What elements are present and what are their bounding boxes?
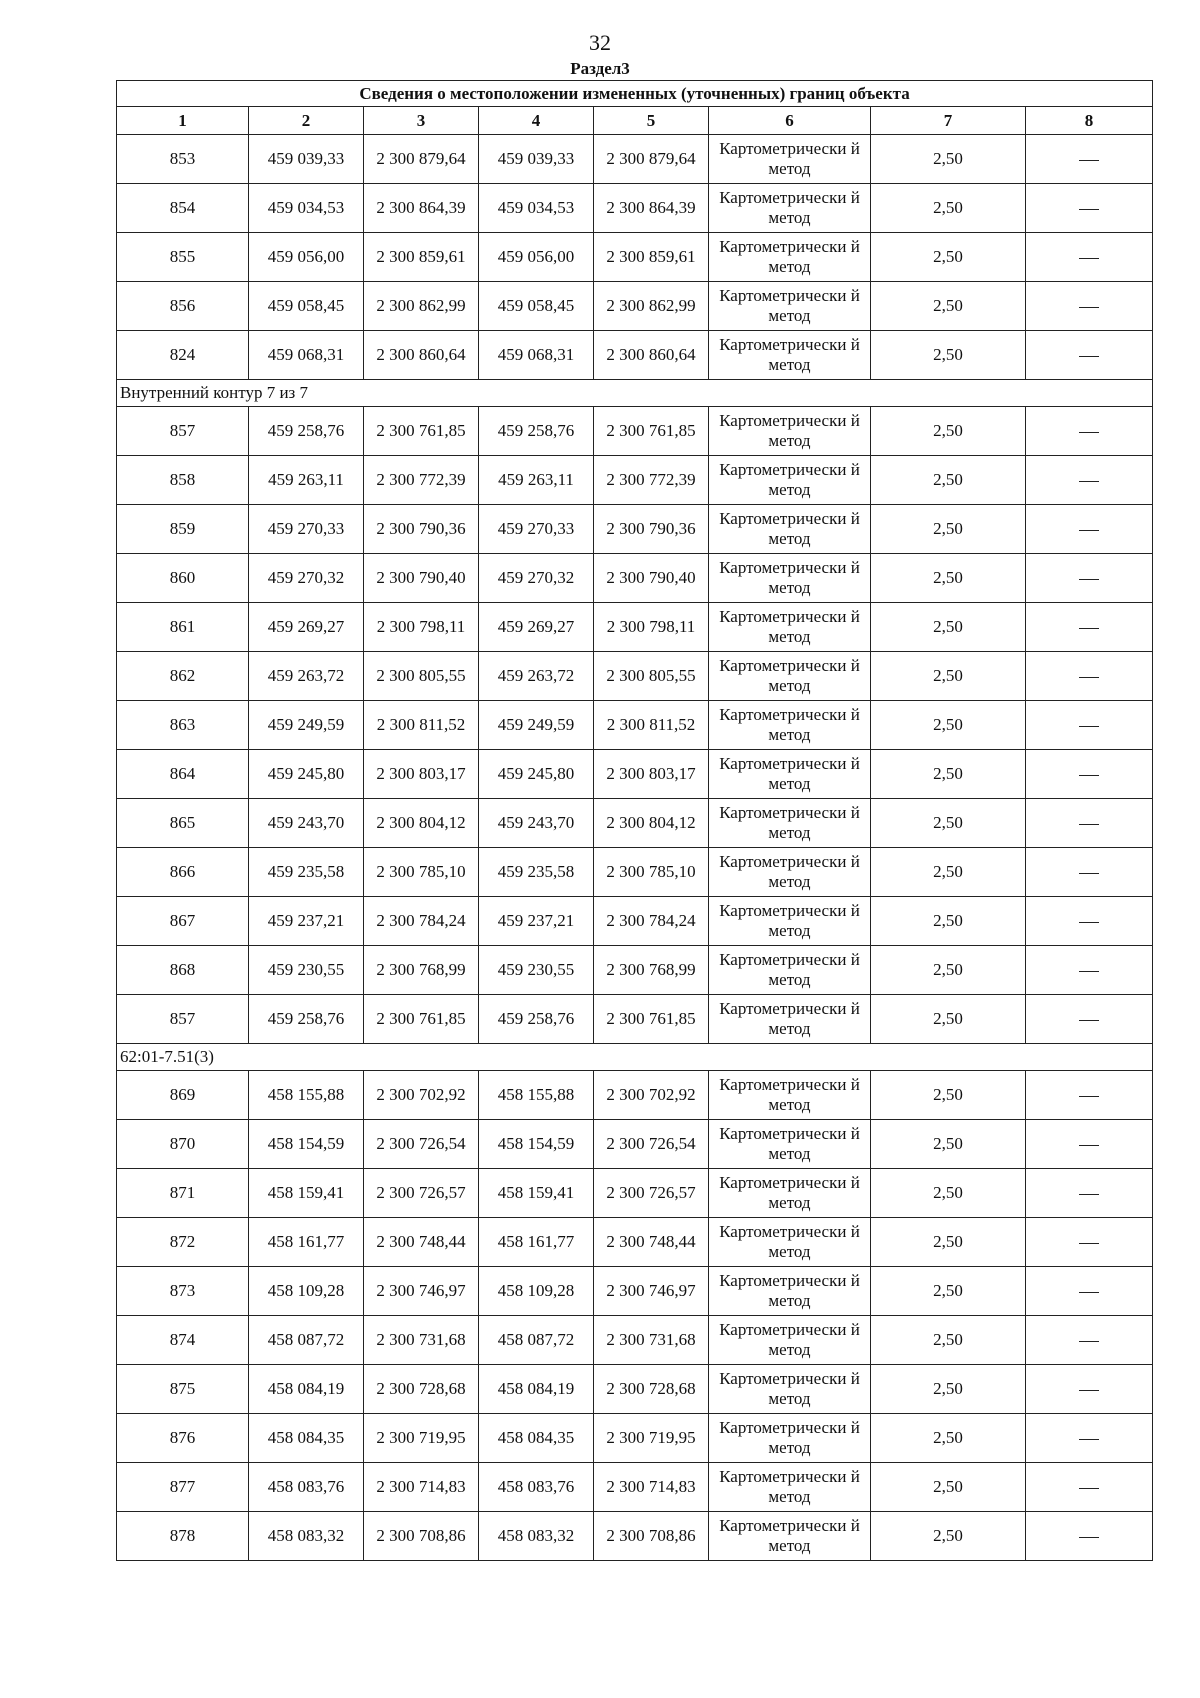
x-new-cell: 459 258,76 [479,995,594,1044]
method-cell: Картометрически й метод [709,652,871,701]
accuracy-cell: 2,50 [871,1463,1026,1512]
dash-mark [1079,824,1099,825]
table-row [117,701,1153,750]
method-cell: Картометрически й метод [709,701,871,750]
method-cell: Картометрически й метод [709,1316,871,1365]
accuracy-cell: 2,50 [871,233,1026,282]
point-number-cell: 856 [117,282,249,331]
accuracy-cell: 2,50 [871,799,1026,848]
group-header-row [117,1044,1153,1071]
dash-mark [1079,579,1099,580]
x-old-cell: 458 155,88 [249,1071,364,1120]
y-new-cell: 2 300 864,39 [594,184,709,233]
y-new-cell: 2 300 731,68 [594,1316,709,1365]
x-new-cell: 458 084,19 [479,1365,594,1414]
method-cell: Картометрически й метод [709,1120,871,1169]
y-new-cell: 2 300 859,61 [594,233,709,282]
x-old-cell: 458 109,28 [249,1267,364,1316]
y-old-cell: 2 300 862,99 [364,282,479,331]
dash-mark [1079,209,1099,210]
point-number-cell: 873 [117,1267,249,1316]
y-new-cell: 2 300 708,86 [594,1512,709,1561]
accuracy-cell: 2,50 [871,135,1026,184]
y-new-cell: 2 300 798,11 [594,603,709,652]
point-number-cell: 858 [117,456,249,505]
point-number-cell: 877 [117,1463,249,1512]
accuracy-cell: 2,50 [871,603,1026,652]
x-new-cell: 459 258,76 [479,407,594,456]
y-old-cell: 2 300 768,99 [364,946,479,995]
y-new-cell: 2 300 862,99 [594,282,709,331]
x-old-cell: 459 258,76 [249,407,364,456]
x-old-cell: 458 087,72 [249,1316,364,1365]
dash-mark [1079,307,1099,308]
column-number: 1 [117,107,249,135]
accuracy-cell: 2,50 [871,407,1026,456]
method-cell: Картометрически й метод [709,135,871,184]
x-old-cell: 459 269,27 [249,603,364,652]
x-old-cell: 459 237,21 [249,897,364,946]
x-old-cell: 458 161,77 [249,1218,364,1267]
method-cell: Картометрически й метод [709,1267,871,1316]
accuracy-cell: 2,50 [871,1512,1026,1561]
table-row [117,1512,1153,1561]
method-cell: Картометрически й метод [709,456,871,505]
y-new-cell: 2 300 761,85 [594,407,709,456]
point-number-cell: 865 [117,799,249,848]
table-row [117,799,1153,848]
table-row [117,554,1153,603]
x-new-cell: 459 237,21 [479,897,594,946]
x-new-cell: 458 155,88 [479,1071,594,1120]
accuracy-cell: 2,50 [871,897,1026,946]
y-new-cell: 2 300 768,99 [594,946,709,995]
x-old-cell: 459 263,72 [249,652,364,701]
x-new-cell: 459 230,55 [479,946,594,995]
point-number-cell: 871 [117,1169,249,1218]
point-number-cell: 857 [117,995,249,1044]
description-cell [1026,701,1153,750]
x-old-cell: 459 270,33 [249,505,364,554]
x-old-cell: 458 159,41 [249,1169,364,1218]
dash-mark [1079,1145,1099,1146]
point-number-cell: 876 [117,1414,249,1463]
y-old-cell: 2 300 726,54 [364,1120,479,1169]
point-number-cell: 867 [117,897,249,946]
x-new-cell: 459 068,31 [479,331,594,380]
x-old-cell: 458 084,35 [249,1414,364,1463]
y-new-cell: 2 300 748,44 [594,1218,709,1267]
accuracy-cell: 2,50 [871,1071,1026,1120]
dash-mark [1079,971,1099,972]
table-row [117,1316,1153,1365]
method-cell: Картометрически й метод [709,407,871,456]
y-new-cell: 2 300 726,57 [594,1169,709,1218]
method-cell: Картометрически й метод [709,1463,871,1512]
x-new-cell: 458 083,32 [479,1512,594,1561]
dash-mark [1079,1096,1099,1097]
y-new-cell: 2 300 811,52 [594,701,709,750]
accuracy-cell: 2,50 [871,1316,1026,1365]
dash-mark [1079,1194,1099,1195]
column-number: 4 [479,107,594,135]
description-cell [1026,603,1153,652]
table-row [117,995,1153,1044]
table-row [117,1267,1153,1316]
y-new-cell: 2 300 784,24 [594,897,709,946]
x-old-cell: 458 084,19 [249,1365,364,1414]
y-old-cell: 2 300 790,36 [364,505,479,554]
column-number-row [117,107,1153,135]
y-old-cell: 2 300 879,64 [364,135,479,184]
point-number-cell: 862 [117,652,249,701]
x-old-cell: 459 230,55 [249,946,364,995]
y-old-cell: 2 300 761,85 [364,407,479,456]
x-old-cell: 459 243,70 [249,799,364,848]
dash-mark [1079,873,1099,874]
x-new-cell: 458 109,28 [479,1267,594,1316]
y-old-cell: 2 300 748,44 [364,1218,479,1267]
point-number-cell: 855 [117,233,249,282]
point-number-cell: 872 [117,1218,249,1267]
y-old-cell: 2 300 726,57 [364,1169,479,1218]
description-cell [1026,1267,1153,1316]
point-number-cell: 853 [117,135,249,184]
table-row [117,848,1153,897]
x-old-cell: 458 083,76 [249,1463,364,1512]
y-new-cell: 2 300 761,85 [594,995,709,1044]
dash-mark [1079,1439,1099,1440]
column-number: 8 [1026,107,1153,135]
dash-mark [1079,1243,1099,1244]
method-cell: Картометрически й метод [709,1071,871,1120]
accuracy-cell: 2,50 [871,652,1026,701]
description-cell [1026,1120,1153,1169]
description-cell [1026,946,1153,995]
column-number: 3 [364,107,479,135]
dash-mark [1079,775,1099,776]
dash-mark [1079,160,1099,161]
point-number-cell: 859 [117,505,249,554]
table-row [117,1169,1153,1218]
description-cell [1026,407,1153,456]
table-row [117,897,1153,946]
accuracy-cell: 2,50 [871,1120,1026,1169]
dash-mark [1079,1488,1099,1489]
table-row [117,456,1153,505]
description-cell [1026,1169,1153,1218]
table-row [117,184,1153,233]
dash-mark [1079,628,1099,629]
table-row [117,135,1153,184]
method-cell: Картометрически й метод [709,848,871,897]
x-old-cell: 458 083,32 [249,1512,364,1561]
column-number: 6 [709,107,871,135]
description-cell [1026,1414,1153,1463]
y-new-cell: 2 300 790,36 [594,505,709,554]
x-new-cell: 458 154,59 [479,1120,594,1169]
description-cell [1026,848,1153,897]
x-new-cell: 459 245,80 [479,750,594,799]
accuracy-cell: 2,50 [871,1267,1026,1316]
table-row [117,505,1153,554]
method-cell: Картометрически й метод [709,946,871,995]
description-cell [1026,799,1153,848]
page-number: 32 [589,30,611,55]
x-old-cell: 459 245,80 [249,750,364,799]
x-old-cell: 459 058,45 [249,282,364,331]
table-row [117,233,1153,282]
method-cell: Картометрически й метод [709,603,871,652]
x-new-cell: 459 243,70 [479,799,594,848]
column-number: 2 [249,107,364,135]
y-new-cell: 2 300 804,12 [594,799,709,848]
accuracy-cell: 2,50 [871,184,1026,233]
accuracy-cell: 2,50 [871,1414,1026,1463]
description-cell [1026,135,1153,184]
description-cell [1026,184,1153,233]
dash-mark [1079,432,1099,433]
accuracy-cell: 2,50 [871,848,1026,897]
boundary-coordinates-table [116,80,1153,1561]
method-cell: Картометрически й метод [709,554,871,603]
description-cell [1026,995,1153,1044]
table-row [117,652,1153,701]
x-new-cell: 459 270,32 [479,554,594,603]
dash-mark [1079,481,1099,482]
y-new-cell: 2 300 805,55 [594,652,709,701]
accuracy-cell: 2,50 [871,456,1026,505]
x-new-cell: 458 083,76 [479,1463,594,1512]
x-old-cell: 459 034,53 [249,184,364,233]
y-old-cell: 2 300 746,97 [364,1267,479,1316]
y-old-cell: 2 300 761,85 [364,995,479,1044]
point-number-cell: 869 [117,1071,249,1120]
description-cell [1026,1512,1153,1561]
group-label: Внутренний контур 7 из 7 [117,380,1153,407]
point-number-cell: 864 [117,750,249,799]
method-cell: Картометрически й метод [709,331,871,380]
accuracy-cell: 2,50 [871,1365,1026,1414]
y-old-cell: 2 300 719,95 [364,1414,479,1463]
accuracy-cell: 2,50 [871,946,1026,995]
description-cell [1026,1365,1153,1414]
method-cell: Картометрически й метод [709,1169,871,1218]
dash-mark [1079,356,1099,357]
y-new-cell: 2 300 719,95 [594,1414,709,1463]
x-new-cell: 459 058,45 [479,282,594,331]
y-new-cell: 2 300 714,83 [594,1463,709,1512]
y-old-cell: 2 300 702,92 [364,1071,479,1120]
point-number-cell: 857 [117,407,249,456]
point-number-cell: 875 [117,1365,249,1414]
x-new-cell: 459 249,59 [479,701,594,750]
y-old-cell: 2 300 731,68 [364,1316,479,1365]
description-cell [1026,1218,1153,1267]
table-row [117,331,1153,380]
y-new-cell: 2 300 702,92 [594,1071,709,1120]
y-old-cell: 2 300 714,83 [364,1463,479,1512]
group-header-row [117,380,1153,407]
x-new-cell: 458 084,35 [479,1414,594,1463]
point-number-cell: 878 [117,1512,249,1561]
accuracy-cell: 2,50 [871,554,1026,603]
x-new-cell: 459 039,33 [479,135,594,184]
point-number-cell: 824 [117,331,249,380]
table-row [117,1071,1153,1120]
y-new-cell: 2 300 726,54 [594,1120,709,1169]
method-cell: Картометрически й метод [709,184,871,233]
y-new-cell: 2 300 746,97 [594,1267,709,1316]
table-row [117,1120,1153,1169]
point-number-cell: 870 [117,1120,249,1169]
y-new-cell: 2 300 785,10 [594,848,709,897]
x-new-cell: 459 034,53 [479,184,594,233]
y-old-cell: 2 300 811,52 [364,701,479,750]
y-old-cell: 2 300 790,40 [364,554,479,603]
x-new-cell: 458 159,41 [479,1169,594,1218]
point-number-cell: 863 [117,701,249,750]
accuracy-cell: 2,50 [871,1218,1026,1267]
x-old-cell: 459 039,33 [249,135,364,184]
method-cell: Картометрически й метод [709,995,871,1044]
y-old-cell: 2 300 803,17 [364,750,479,799]
dash-mark [1079,530,1099,531]
description-cell [1026,1316,1153,1365]
point-number-cell: 874 [117,1316,249,1365]
x-new-cell: 459 235,58 [479,848,594,897]
accuracy-cell: 2,50 [871,1169,1026,1218]
dash-mark [1079,258,1099,259]
table-row [117,407,1153,456]
method-cell: Картометрически й метод [709,233,871,282]
description-cell [1026,456,1153,505]
description-cell [1026,233,1153,282]
table-row [117,946,1153,995]
table-row [117,1463,1153,1512]
accuracy-cell: 2,50 [871,995,1026,1044]
method-cell: Картометрически й метод [709,505,871,554]
x-new-cell: 458 161,77 [479,1218,594,1267]
y-old-cell: 2 300 728,68 [364,1365,479,1414]
method-cell: Картометрически й метод [709,1218,871,1267]
dash-mark [1079,1537,1099,1538]
x-new-cell: 459 263,72 [479,652,594,701]
accuracy-cell: 2,50 [871,505,1026,554]
y-old-cell: 2 300 804,12 [364,799,479,848]
table-row [117,603,1153,652]
dash-mark [1079,1292,1099,1293]
y-new-cell: 2 300 772,39 [594,456,709,505]
method-cell: Картометрически й метод [709,1365,871,1414]
table-row [117,1365,1153,1414]
y-new-cell: 2 300 790,40 [594,554,709,603]
description-cell [1026,652,1153,701]
description-cell [1026,331,1153,380]
column-number: 7 [871,107,1026,135]
method-cell: Картометрически й метод [709,750,871,799]
y-new-cell: 2 300 803,17 [594,750,709,799]
point-number-cell: 854 [117,184,249,233]
x-new-cell: 459 056,00 [479,233,594,282]
x-old-cell: 459 263,11 [249,456,364,505]
method-cell: Картометрически й метод [709,282,871,331]
dash-mark [1079,1341,1099,1342]
x-old-cell: 459 235,58 [249,848,364,897]
x-old-cell: 459 249,59 [249,701,364,750]
y-old-cell: 2 300 864,39 [364,184,479,233]
table-row [117,1414,1153,1463]
y-new-cell: 2 300 879,64 [594,135,709,184]
description-cell [1026,897,1153,946]
x-new-cell: 458 087,72 [479,1316,594,1365]
description-cell [1026,1463,1153,1512]
method-cell: Картометрически й метод [709,1512,871,1561]
dash-mark [1079,677,1099,678]
method-cell: Картометрически й метод [709,897,871,946]
x-old-cell: 459 056,00 [249,233,364,282]
description-cell [1026,750,1153,799]
table-row [117,750,1153,799]
point-number-cell: 860 [117,554,249,603]
table-row [117,1218,1153,1267]
point-number-cell: 866 [117,848,249,897]
point-number-cell: 861 [117,603,249,652]
y-old-cell: 2 300 708,86 [364,1512,479,1561]
x-old-cell: 458 154,59 [249,1120,364,1169]
accuracy-cell: 2,50 [871,750,1026,799]
table-row [117,282,1153,331]
x-old-cell: 459 270,32 [249,554,364,603]
description-cell [1026,505,1153,554]
x-old-cell: 459 068,31 [249,331,364,380]
x-old-cell: 459 258,76 [249,995,364,1044]
dash-mark [1079,1020,1099,1021]
column-number: 5 [594,107,709,135]
accuracy-cell: 2,50 [871,331,1026,380]
y-old-cell: 2 300 798,11 [364,603,479,652]
table-caption-row [117,81,1153,107]
accuracy-cell: 2,50 [871,282,1026,331]
x-new-cell: 459 263,11 [479,456,594,505]
x-new-cell: 459 270,33 [479,505,594,554]
y-old-cell: 2 300 785,10 [364,848,479,897]
description-cell [1026,1071,1153,1120]
dash-mark [1079,922,1099,923]
y-old-cell: 2 300 772,39 [364,456,479,505]
dash-mark [1079,726,1099,727]
y-old-cell: 2 300 859,61 [364,233,479,282]
description-cell [1026,554,1153,603]
method-cell: Картометрически й метод [709,1414,871,1463]
dash-mark [1079,1390,1099,1391]
method-cell: Картометрически й метод [709,799,871,848]
y-old-cell: 2 300 784,24 [364,897,479,946]
group-label: 62:01-7.51(3) [117,1044,1153,1071]
y-old-cell: 2 300 805,55 [364,652,479,701]
y-new-cell: 2 300 860,64 [594,331,709,380]
y-new-cell: 2 300 728,68 [594,1365,709,1414]
table-caption: Сведения о местоположении измененных (уточненных) границ объекта [117,81,1153,107]
section-title: Раздел3 [570,59,630,78]
x-new-cell: 459 269,27 [479,603,594,652]
accuracy-cell: 2,50 [871,701,1026,750]
y-old-cell: 2 300 860,64 [364,331,479,380]
description-cell [1026,282,1153,331]
point-number-cell: 868 [117,946,249,995]
